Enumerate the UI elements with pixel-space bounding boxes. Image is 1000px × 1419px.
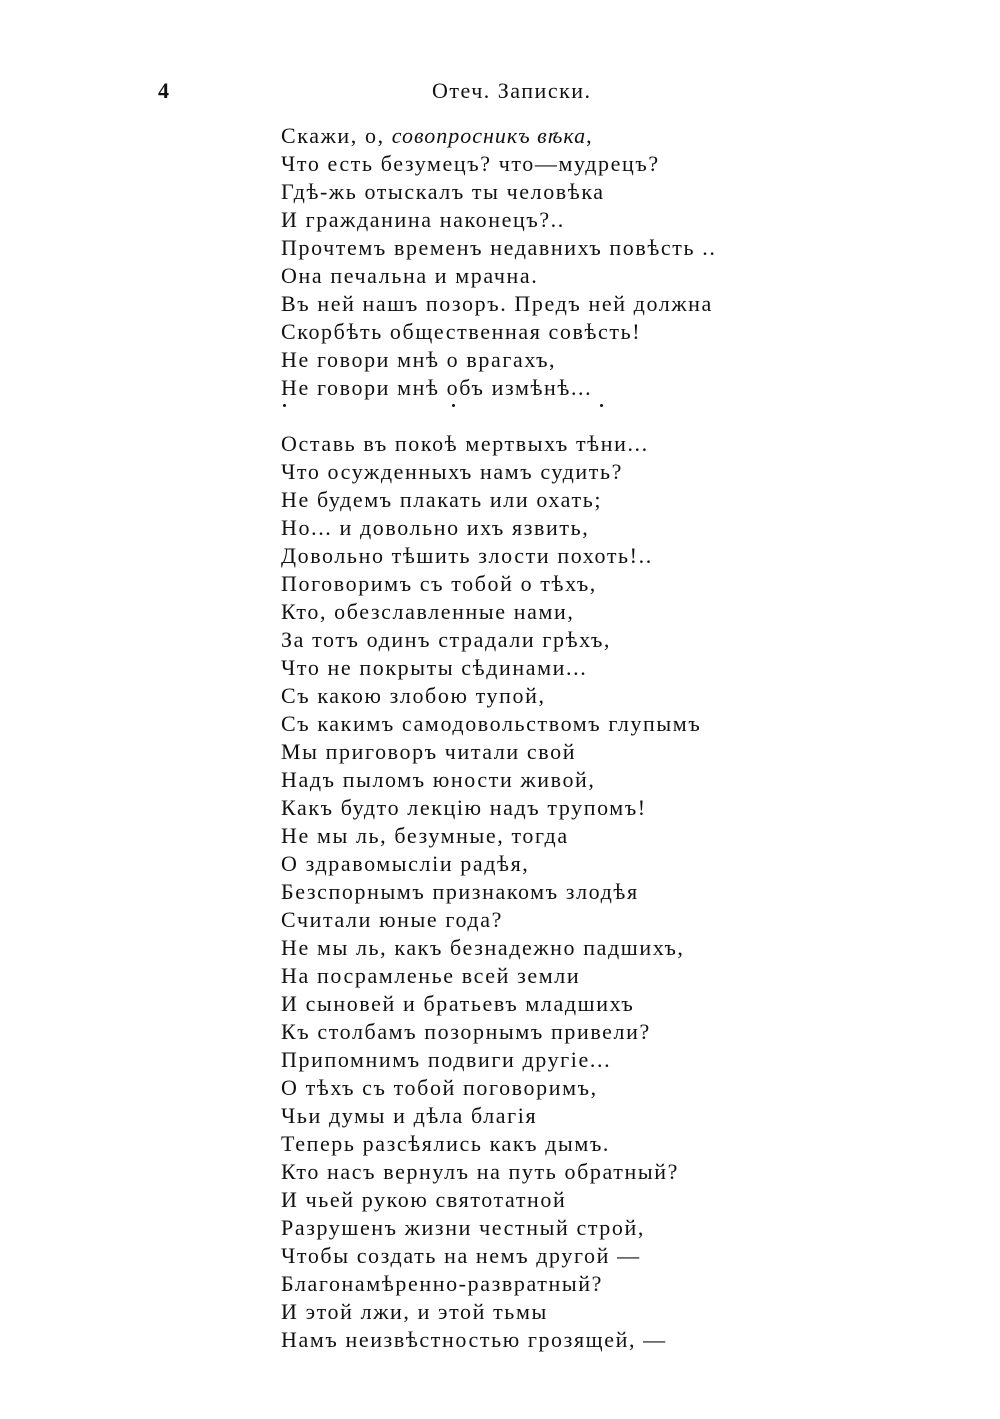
poem-line: Не говори мнѣ о врагахъ, xyxy=(281,347,557,372)
poem-line-prefix: Скажи, о, xyxy=(281,123,392,148)
poem-line: Теперь разсѣялись какъ дымъ. xyxy=(281,1131,611,1156)
poem-line: Благонамѣренно-развратный? xyxy=(281,1271,603,1296)
poem-line: На посрамленье всей земли xyxy=(281,963,581,988)
poem-line: Намъ неизвѣстностью грозящей, — xyxy=(281,1327,667,1352)
poem-line: Не будемъ плакать или охать; xyxy=(281,487,603,512)
poem-line: Гдѣ-жь отыскалъ ты человѣка xyxy=(281,179,605,204)
poem-line: Что не покрыты сѣдинами... xyxy=(281,655,588,680)
poem-line: Она печальна и мрачна. xyxy=(281,263,539,288)
poem-line: Поговоримъ съ тобой о тѣхъ, xyxy=(281,571,597,596)
poem-line: Чтобы создать на немъ другой — xyxy=(281,1243,641,1268)
page-number: 4 xyxy=(158,78,169,103)
poem xyxy=(281,122,716,1354)
poem-line: Какъ будто лекцію надъ трупомъ! xyxy=(281,795,647,820)
poem-line xyxy=(281,122,716,150)
poem-line: И сыновей и братьевъ младшихъ xyxy=(281,991,635,1016)
poem-line: Съ какимъ самодовольствомъ глупымъ xyxy=(281,711,702,736)
poem-line-italic: совопросникъ вѣка xyxy=(391,123,587,148)
poem-line-suffix: , xyxy=(586,123,594,148)
poem-line: Скорбѣть общественная совѣсть! xyxy=(281,319,642,344)
poem-line: Не мы ль, какъ безнадежно падшихъ, xyxy=(281,935,685,960)
poem-line: Но... и довольно ихъ язвить, xyxy=(281,515,590,540)
stanza-1 xyxy=(281,150,716,402)
poem-line: Припомнимъ подвиги другіе... xyxy=(281,1047,612,1072)
poem-line: Съ какою злобою тупой, xyxy=(281,683,546,708)
poem-line: Что есть безумецъ? что—мудрецъ? xyxy=(281,151,660,176)
poem-line: И гражданина наконецъ?.. xyxy=(281,207,565,232)
running-title: Отеч. Записки. xyxy=(432,78,592,103)
poem-line: Не говори мнѣ объ измѣнѣ... xyxy=(281,375,593,400)
poem-line: Оставь въ покоѣ мертвыхъ тѣни... xyxy=(281,431,649,456)
stanza-separator-dots xyxy=(281,402,716,430)
poem-line: Кто насъ вернулъ на путь обратный? xyxy=(281,1159,679,1184)
poem-line: Чьи думы и дѣла благія xyxy=(281,1103,538,1128)
poem-line: Не мы ль, безумные, тогда xyxy=(281,823,569,848)
poem-line: Что осужденныхъ намъ судить? xyxy=(281,459,623,484)
poem-line: О здравомысліи радѣя, xyxy=(281,851,530,876)
poem-line: И чьей рукою святотатной xyxy=(281,1187,567,1212)
poem-line: Надъ пыломъ юности живой, xyxy=(281,767,596,792)
poem-line: И этой лжи, и этой тьмы xyxy=(281,1299,548,1324)
poem-line: Довольно тѣшить злости похоть!.. xyxy=(281,543,653,568)
poem-line: Прочтемъ временъ недавнихъ повѣсть .. xyxy=(281,235,717,260)
poem-line: Кто, обезславленные нами, xyxy=(281,599,575,624)
poem-line: Мы приговоръ читали свой xyxy=(281,739,577,764)
poem-line: Въ ней нашъ позоръ. Предъ ней должна xyxy=(281,291,713,316)
stanza-2 xyxy=(281,430,716,1354)
poem-line: О тѣхъ съ тобой поговоримъ, xyxy=(281,1075,598,1100)
poem-line: Считали юные года? xyxy=(281,907,503,932)
poem-line: Безспорнымъ признакомъ злодѣя xyxy=(281,879,639,904)
poem-line: За тотъ одинъ страдали грѣхъ, xyxy=(281,627,612,652)
poem-line: Къ столбамъ позорнымъ привели? xyxy=(281,1019,651,1044)
poem-line: Разрушенъ жизни честный строй, xyxy=(281,1215,645,1240)
